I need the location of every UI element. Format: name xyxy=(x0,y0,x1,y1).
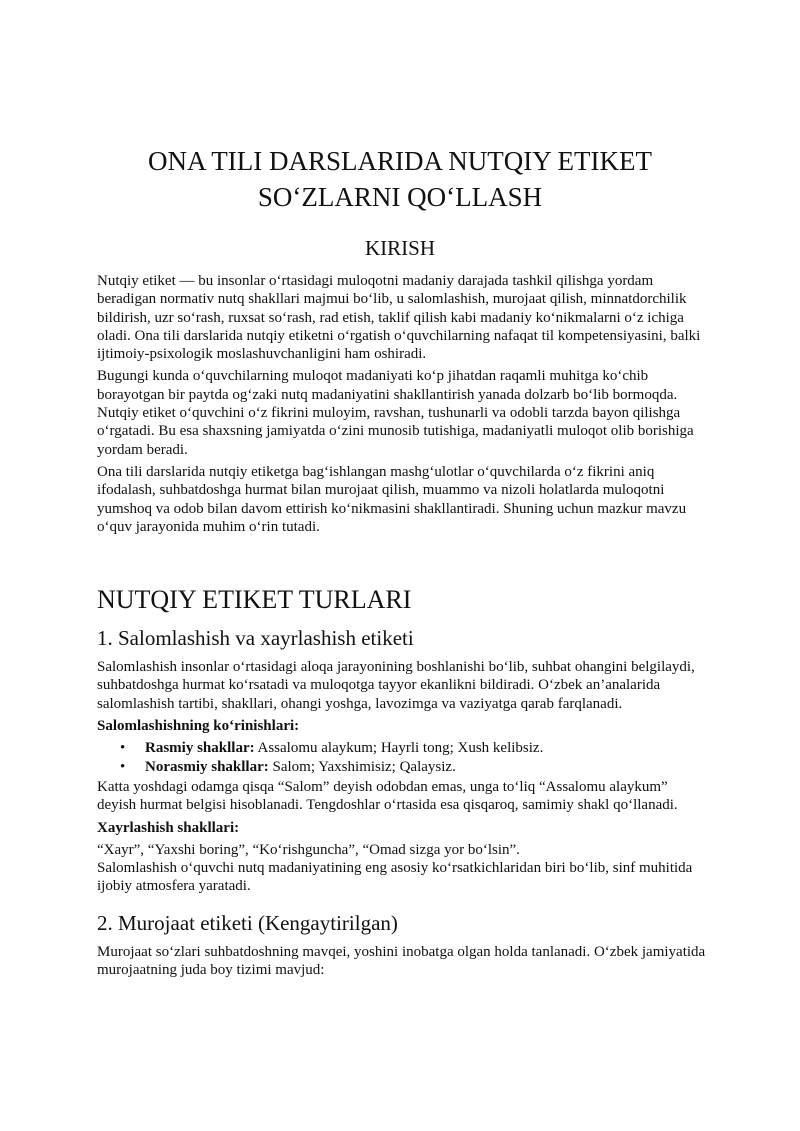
section-2-heading: 2. Murojaat etiketi (Kengaytirilgan) xyxy=(97,910,398,935)
intro-paragraph-1: Nutqiy etiket — bu insonlar o‘rtasidagi muloqotni madaniy darajada tashkil qilishga yordam beradigan normativ nutq shakllari majmui bo‘lib, u salomlashish, murojaat qilish, minnatdorchilik bildirish, uzr so‘rash, ruxsat so‘rash, rad etish, taklif qilish kabi madaniy ko‘nikmalarni o‘z ichiga oladi. Ona tili darslarida nutqiy etiketni o‘rgatish o‘quvchilarning nafaqat til kompetensiyasini, balki ijtimoiy-psixologik moslashuvchanligini ham oshiradi. xyxy=(97,273,701,363)
section-1-heading: 1. Salomlashish va xayrlashish etiketi xyxy=(97,626,414,651)
farewell-forms-text: “Xayr”, “Yaxshi boring”, “Ko‘rishguncha”, “Omad sizga yor bo‘lsin”. xyxy=(97,841,520,858)
list-item-label: Rasmiy shakllar: xyxy=(145,740,255,757)
title-line-2: SO‘ZLARNI QO‘LLASH xyxy=(257,182,543,212)
section-1-paragraph-1: Salomlashish insonlar o‘rtasidagi aloqa jarayonining boshlanishi bo‘lib, suhbat ohangini belgilaydi, suhbatdoshga hurmat ko‘rsatadi va muloqotga tayyor ekanlikni bildiradi. O‘zbek an’analarida salomlashish tartibi, shakllari, ohangi yoshga, lavozimga va vaziyatga qarab farqlanadi. xyxy=(97,659,695,712)
section-2-paragraph-1: Murojaat so‘zlari suhbatdoshning mavqei, yoshini inobatga olgan holda tanlanadi. O‘zbek jamiyatida murojaatning juda boy tizimi mavjud: xyxy=(97,943,706,979)
section-1-paragraph-3: Salomlashish o‘quvchi nutq madaniyatining eng asosiy ko‘rsatkichlaridan biri bo‘lib, sinf muhitida ijobiy atmosfera yaratadi. xyxy=(97,860,693,895)
document-body xyxy=(97,272,707,983)
bullet-icon: • xyxy=(120,758,126,775)
list-item xyxy=(120,758,707,776)
greeting-forms-list xyxy=(97,739,707,776)
intro-paragraph-2: Bugungi kunda o‘quvchilarning muloqot madaniyati ko‘p jihatdan raqamli muhitga ko‘chib borayotgan bir paytda og‘zaki nutq madaniyatini shakllantirish yanada dolzarb bo‘lib bormoqda. Nutqiy etiket o‘quvchini o‘z fikrini muloyim, ravshan, tushunarli va odobli tarzda bayon qilishga o‘rgatadi. Bu esa shaxsning jamiyatda o‘zini munosib tutishiga, madaniyatli muloqot olib borishiga yordam beradi. xyxy=(97,368,694,458)
section-1-paragraph-2: Katta yoshdagi odamga qisqa “Salom” deyish odobdan emas, unga to‘liq “Assalomu alaykum” deyish hurmat belgisi hisoblanadi. Tengdoshlar o‘rtasida esa qisqaroq, samimiy shakl qo‘llanadi. xyxy=(97,778,678,814)
farewell-forms-label: Xayrlashish shakllari: xyxy=(97,819,240,836)
types-heading: NUTQIY ETIKET TURLARI xyxy=(97,585,412,615)
list-item-text: Salom; Yaxshimisiz; Qalaysiz. xyxy=(268,758,456,775)
list-item xyxy=(120,739,707,757)
list-item-label: Norasmiy shakllar: xyxy=(145,758,269,775)
title-line-1: ONA TILI DARSLARIDA NUTQIY ETIKET xyxy=(148,146,652,176)
document-title xyxy=(0,143,800,215)
intro-paragraph-3: Ona tili darslarida nutqiy etiketga bag‘ishlangan mashg‘ulotlar o‘quvchilarda o‘z fikrini aniq ifodalash, suhbatdoshga hurmat bilan murojaat qilish, muammo va nizoli holatlarda muloqotni yumshoq va odob bilan davom ettirish ko‘nikmasini shakllantiradi. Shuning uchun mazkur mavzu o‘quv jarayonida muhim o‘rin tutadi. xyxy=(97,463,687,535)
intro-heading: KIRISH xyxy=(364,236,435,260)
greeting-forms-label: Salomlashishning ko‘rinishlari: xyxy=(97,718,300,735)
bullet-icon: • xyxy=(120,740,126,757)
list-item-text: Assalomu alaykum; Hayrli tong; Xush kelibsiz. xyxy=(254,740,544,757)
